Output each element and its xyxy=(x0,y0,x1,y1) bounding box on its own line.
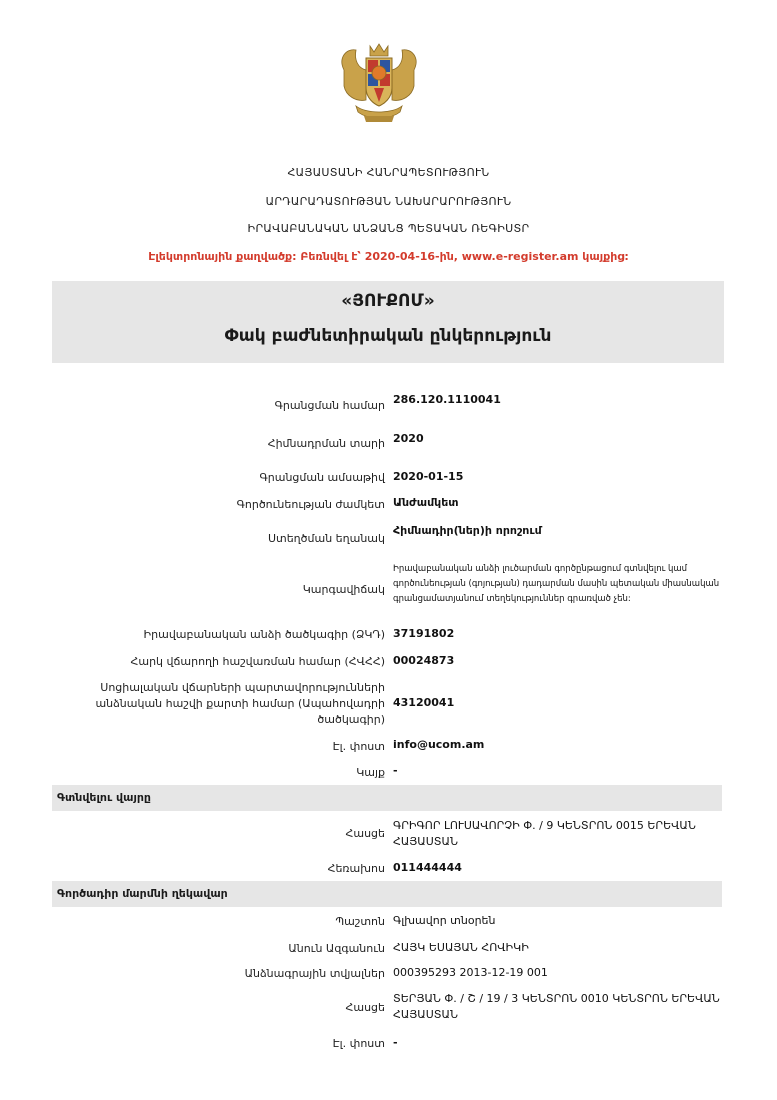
director-name-value: ՀԱՅԿ ԵՍԱՅԱՆ ՀՈՎԻԿԻ xyxy=(393,941,529,954)
header-republic: ՀԱՅԱՍՏԱՆԻ ՀԱՆՐԱՊԵՏՈՒԹՅՈՒՆ xyxy=(287,166,490,179)
registration-number-label: Գրանցման համար xyxy=(274,399,385,412)
company-name-box xyxy=(52,281,724,363)
electronic-extract-note: Էլեկտրոնային քաղվածք: Բեռնվել է՝ 2020-04-16-ին, www.e-register.am կայքից: xyxy=(148,250,629,263)
director-id-value: 000395293 2013-12-19 001 xyxy=(393,966,548,979)
director-address-value: ՏԵՐՅԱՆ Փ. / Շ / 19 / 3 ԿԵՆՏՐՈՆ 0010 ԿԵՆՏՐՈՆ ԵՐԵՎԱՆ ՀԱՅԱՍՏԱՆ xyxy=(393,992,720,1021)
legal-entity-code-label: Իրավաբանական անձի ծածկագիր (ՁԿԴ) xyxy=(143,628,385,641)
legal-entity-code-value: 37191802 xyxy=(393,627,455,640)
taxpayer-id-label: Հարկ վճարողի հաշվառման համար (ՀՎՀՀ) xyxy=(130,655,385,668)
website-label: Կայք xyxy=(356,766,385,779)
taxpayer-id-value: 00024873 xyxy=(393,654,455,667)
location-section-header xyxy=(52,785,722,811)
website-value: - xyxy=(393,764,398,777)
location-address-value: ԳՐԻԳՈՐ ԼՈՒՍԱՎՈՐՉԻ Փ. / 9 ԿԵՆՏՐՈՆ 0015 ԵՐԵՎԱՆ ՀԱՅԱՍՏԱՆ xyxy=(393,819,696,848)
header-ministry: ԱՐԴԱՐԱԴԱՏՈՒԹՅԱՆ ՆԱԽԱՐԱՐՈՒԹՅՈՒՆ xyxy=(265,195,512,208)
registration-number-value: 286.120.1110041 xyxy=(393,393,501,406)
location-phone-label: Հեռախոս xyxy=(327,862,385,875)
status-value: Իրավաբանական անձի լուծարման գործընթացում գտնվելու կամ գործունեության (գոյության) դադարման մասին պետական միասնական գրանցամատյանում տեղեկություններ գրառված չեն: xyxy=(393,564,720,604)
director-email-value: - xyxy=(393,1036,398,1049)
activity-term-value: Անժամկետ xyxy=(393,496,459,509)
location-address-label: Հասցե xyxy=(345,827,385,840)
creation-method-label: Ստեղծման եղանակ xyxy=(267,532,385,545)
director-id-label: Անձնագրային տվյալներ xyxy=(244,967,385,980)
director-section-header xyxy=(52,881,722,907)
coat-of-arms-icon xyxy=(336,40,422,126)
email-value: info@ucom.am xyxy=(393,738,485,751)
director-position-value: Գլխավոր տնօրեն xyxy=(393,914,496,927)
director-address-label: Հասցե xyxy=(345,1001,385,1014)
creation-method-value: Հիմնադիր(ներ)ի որոշում xyxy=(393,524,542,537)
header-registry: ԻՐԱՎԱԲԱՆԱԿԱՆ ԱՆՁԱՆՑ ՊԵՏԱԿԱՆ ՌԵԳԻՍՏՐ xyxy=(247,222,530,235)
email-label: Էլ. փոստ xyxy=(332,740,385,753)
director-email-label: Էլ. փոստ xyxy=(332,1037,385,1050)
registration-date-value: 2020-01-15 xyxy=(393,470,464,483)
social-account-value: 43120041 xyxy=(393,696,455,709)
registration-date-label: Գրանցման ամսաթիվ xyxy=(259,471,385,484)
director-position-label: Պաշտոն xyxy=(335,915,385,928)
founding-year-value: 2020 xyxy=(393,432,424,445)
location-phone-value: 011444444 xyxy=(393,861,462,874)
director-name-label: Անուն Ազգանուն xyxy=(288,942,385,955)
social-account-label: Սոցիալական վճարների պարտավորությունների անձնական հաշվի քարտի համար (Ապահովադրի ծածկագիր) xyxy=(95,681,385,726)
company-type: Փակ բաժնետիրական ընկերություն xyxy=(224,326,552,346)
company-name: «ՅՈՒՔՈՄ» xyxy=(341,291,435,311)
status-label: Կարգավիճակ xyxy=(302,583,385,596)
founding-year-label: Հիմնադրման տարի xyxy=(267,437,385,450)
location-section-title: Գտնվելու վայրը xyxy=(57,791,151,804)
director-section-title: Գործադիր մարմնի ղեկավար xyxy=(57,887,228,900)
activity-term-label: Գործունեության ժամկետ xyxy=(236,498,385,511)
